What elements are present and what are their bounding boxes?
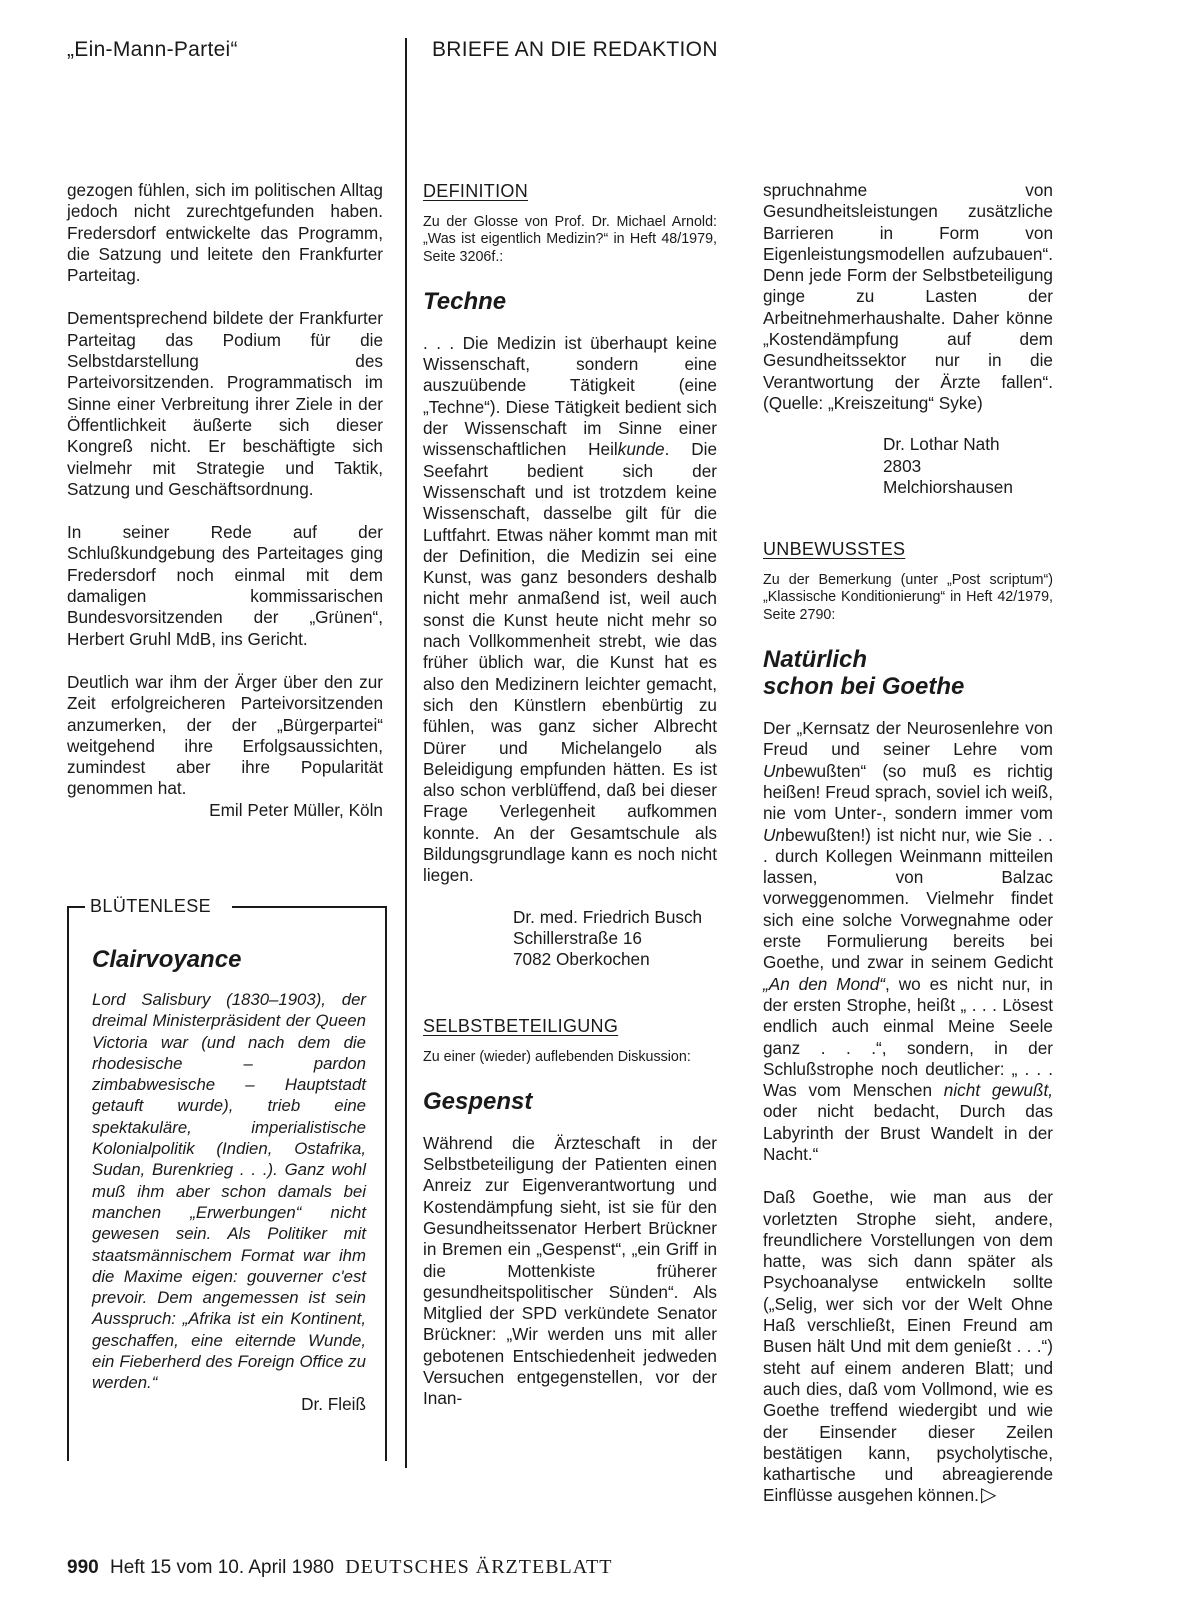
body-text-italic: Un [763,824,785,845]
body-text-italic: nicht gewußt, [943,1080,1053,1101]
body-text: . . . Die Medizin ist überhaupt keine Wissenschaft, sondern eine auszuübende Tätigkeit (eine „Techne“). Diese Tätigkeit bedient sich der Wissenschaft im Sinne einer wissenschaftlichen Heil [423,332,717,460]
body-text: bewußten!) ist nicht nur, wie Sie . . . durch Kollegen Weinmann mitteilen lassen, von Balzac vorweggenommen. Vielmehr findet sich eine solche Vorwegnahme oder erste Formulierung bereits bei Goethe, und zwar in seinem Gedicht [763,824,1053,973]
right-column [763,180,1053,1507]
letter-body [763,718,1053,1165]
article-paragraph: gezogen fühlen, sich im politischen Alltag jedoch nicht zurechtgefunden haben. Fredersdorf entwickelte das Programm, die Satzung und leitete den Frankfurter Parteitag. [67,180,383,286]
blutenlese-signature: Dr. Fleiß [301,1393,366,1414]
body-text: Der „Kernsatz der Neurosenlehre von Freud und seiner Lehre vom [763,718,1053,760]
body-text: oder nicht bedacht, Durch das Labyrinth der Brust Wandelt in der Nacht.“ [763,1101,1053,1164]
signature-city: 7082 Oberkochen [513,949,650,970]
issue-info: Heft 15 vom 10. April 1980 [109,1557,334,1578]
body-text: bewußten“ (so muß es richtig heißen! Freud sprach, soviel ich weiß, nie vom Unter-, sondern immer vom [763,760,1053,824]
letter-title [763,646,1053,700]
letter-body: Während die Ärzteschaft in der Selbstbeteiligung der Patienten einen Anreiz zur Eigenverantwortung und Kostendämpfung sieht, ist sie für den Gesundheitssenator Herbert Brückner in Bremen ein „Gespenst“, „ein Griff in die Mottenkiste früherer gesundheitspolitischer Sünden“. Als Mitglied der SPD verkündete Senator Brückner: „Wir werden uns mit aller gebotenen Entschiedenheit jedweden Versuchen entgegenstellen, vor der Inan- [423,1132,717,1409]
left-column [67,180,383,821]
article-paragraph: In seiner Rede auf der Schlußkundgebung des Parteitages ging Fredersdorf noch einmal mit dem damaligen kommissarischen Bundesvorsitzenden der „Grünen“, Herbert Gruhl MdB, ins Gericht. [67,522,383,649]
blutenlese-label: BLÜTENLESE [90,896,212,916]
letter-intro: Zu der Glosse von Prof. Dr. Michael Arnold: „Was ist eigentlich Medizin?“ in Heft 48/1979, Seite 3206f.: [423,214,717,265]
letter-body [423,333,717,887]
letter-title: Gespenst [423,1087,533,1115]
letter-title: Techne [423,287,507,315]
letter-body-continuation: spruchnahme von Gesundheitsleistungen zusätzliche Barrieren in Form von Eigenleistungsmodellen aufzubauen“. Denn jede Form der Selbstbeteiligung ginge zu Lasten der Arbeitnehmerhaushalte. Daher könne „Kostendämpfung auf dem Gesundheitssektor nur in die Verantwortung der Ärzte fallen“. (Quelle: „Kreiszeitung“ Syke) [763,180,1053,413]
column-divider [405,38,407,1468]
letter-intro: Zu einer (wieder) auflebenden Diskussion: [423,1048,691,1065]
letter-body [763,1187,1053,1506]
box-border-top [67,906,85,908]
section-heading-selbstbeteiligung: SELBSTBETEILIGUNG [423,1015,619,1036]
blutenlese-title: Clairvoyance [92,946,242,973]
letter-signature: Emil Peter Müller, Köln [209,799,383,820]
body-text: Daß Goethe, wie man aus der vorletzten Strophe sieht, andere, freundlichere Vorstellungen von dem hatte, was sich dann später als Psychoanalyse entwickeln sollte („Selig, wer sich vor der Welt Ohne Haß verschließt, Einen Freund am Busen hält Und mit dem genießt . . .“) steht auf einem anderen Blatt; und auch dies, daß vom Vollmond, wie es Goethe treffend wiedergibt und wie der Einsender dieser Zeilen bestätigen kann, psycholytische, kathartische und abreagierende Einflüsse ausgehen können. [763,1187,1053,1506]
signature-name: Dr. Lothar Nath [883,434,1000,455]
body-text-italic: Un [763,760,785,781]
middle-column [423,180,717,1410]
section-heading-unbewusstes: UNBEWUSSTES [763,539,906,560]
body-text: , wo es nicht nur, in der ersten Strophe, heißt „ . . . Lösest endlich auch einmal Meine Seele ganz . . .“, sondern, in der Schlußstrophe noch deutlicher: „ . . . Was vom Menschen [763,973,1053,1101]
section-heading-definition: DEFINITION [423,181,528,201]
signature-name: Dr. med. Friedrich Busch [513,906,703,927]
title-line: Natürlich [763,646,868,674]
box-border-top [232,906,385,908]
page-number: 990 [67,1557,99,1578]
body-text: . Die Seefahrt bedient sich der Wissenschaft und ist trotzdem keine Wissenschaft, dasselbe gilt für die Luftfahrt. Etwas näher kommt man mit der Definition, die Medizin sei eine Kunst, was ganz besonders deshalb nicht mehr anmaßend ist, weil auch sonst die Kunst heute nicht mehr so nach Vollkommenheit strebt, wie das früher üblich war, die Kunst hat es also den Medizinern leichter gemacht, sich den Künstlern ebenbürtig zu fühlen, was ganz sicher Albrecht Dürer und Michelangelo als Beleidigung empfunden hätten. Es ist also schon verblüffend, daß bei dieser Frage Verlegenheit aufkommen konnte. An der Gesamtschule als Bildungsgrundlage kann es noch nicht liegen. [423,439,717,886]
letter-signature [763,434,1053,498]
article-paragraph: Deutlich war ihm der Ärger über den zur Zeit erfolgreicheren Parteivorsitzenden anzumerken, der der „Bürgerpartei“ weitgehend ihre Erfolgsaussichten, zumindest aber ihre Popularität genommen hat. [67,671,383,799]
title-line: schon bei Goethe [763,673,965,701]
body-text-italic: kunde [617,439,665,460]
continue-arrow-icon: ▷ [980,1484,997,1507]
page-footer [67,1556,612,1579]
letter-signature [423,907,717,971]
publication-name: DEUTSCHES ÄRZTEBLATT [345,1556,613,1578]
letter-intro: Zu der Bemerkung (unter „Post scriptum“) „Klassische Konditionierung“ in Heft 42/1979, Seite 2790: [763,572,1053,623]
article-paragraph: Dementsprechend bildete der Frankfurter Parteitag das Podium für die Selbstdarstellung des Parteivorsitzenden. Programmatisch im Sinne einer Verbreitung ihrer Ziele in der Öffentlichkeit äußerte sich dieser Kongreß nicht. Er beschäftigte sich vielmehr mit Strategie und Taktik, Satzung und Geschäftsordnung. [67,308,383,499]
body-text-italic: „An den Mond“ [763,973,886,994]
signature-street: Schillerstraße 16 [513,927,642,948]
running-head-left: „Ein-Mann-Partei“ [67,38,238,61]
blutenlese-content [92,946,366,1415]
section-header: BRIEFE AN DIE REDAKTION [432,38,718,61]
signature-city: 2803 Melchiorshausen [883,455,1013,497]
blutenlese-text: Lord Salisbury (1830–1903), der dreimal Ministerpräsident der Queen Victoria war (und nach dem die rhodesische – pardon zimbabwesische – Hauptstadt getauft wurde), trieb eine spektakuläre, imperialistische Kolonialpolitik (Indien, Ostafrika, Sudan, Burenkrieg . . .). Ganz wohl muß ihm aber schon damals bei manchen „Erwerbungen“ nicht gewesen sein. Als Politiker mit staatsmännischem Format war ihm die Maxime eigen: gouverner c'est prevoir. Dem angemessen ist sein Ausspruch: „Afrika ist ein Kontinent, geschaffen, eine eiternde Wunde, ein Fieberherd des Foreign Office zu werden.“ [92,990,366,1393]
